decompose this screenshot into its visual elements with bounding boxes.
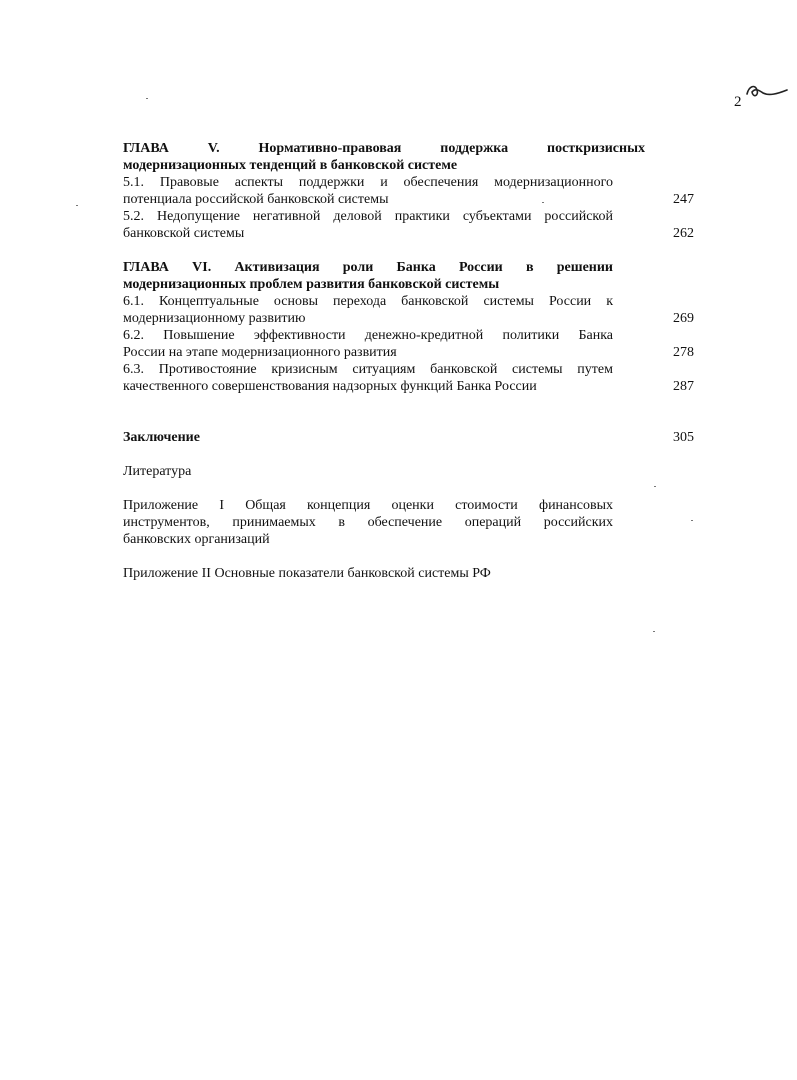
toc-entry-line2: качественного совершенствования надзорных функций Банка России [123,379,537,394]
chapter-vi-heading-line1: ГЛАВА VI. Активизация роли Банка России в решении [123,260,613,275]
toc-entry-line2: России на этапе модернизационного развития [123,345,397,360]
toc-entry-line2: модернизационному развитию [123,311,306,326]
toc-entry-conclusion [123,429,698,446]
appendix-2-label: Приложение II Основные показатели банковской системы РФ [123,566,491,581]
page-number: 2 [734,94,742,110]
toc-entry-page: 262 [673,226,694,241]
scan-speck [76,205,78,206]
appendix-1-line3: банковских организаций [123,532,270,547]
scan-speck [691,520,693,521]
toc-entry-6-1 [123,293,698,327]
toc-entry-line1: 6.3. Противостояние кризисным ситуациям банковской системы путем [123,362,613,377]
toc-entry-appendix-2 [123,565,698,582]
toc-entry-line2: банковской системы [123,226,245,241]
scan-speck [654,486,656,487]
toc-entry-6-2 [123,327,698,361]
toc-entry-page: 269 [673,311,694,326]
appendix-1-line1: Приложение I Общая концепция оценки стоимости финансовых [123,498,613,513]
toc-entry-line1: 6.1. Концептуальные основы перехода банковской системы России к [123,294,613,309]
table-of-contents [123,140,698,582]
literature-label: Литература [123,464,192,479]
appendix-1-line2: инструментов, принимаемых в обеспечение операций российских [123,515,613,530]
handwritten-signature [745,80,789,106]
toc-entry-line2: потенциала российской банковской системы [123,192,389,207]
toc-entry-6-3 [123,361,698,395]
chapter-vi-heading-line2: модернизационных проблем развития банковской системы [123,277,500,292]
scan-speck [542,202,544,203]
toc-entry-page: 305 [673,430,694,445]
scan-speck [653,631,655,632]
toc-entry-page: 287 [673,379,694,394]
conclusion-label: Заключение [123,430,200,445]
toc-entry-line1: 5.2. Недопущение негативной деловой практики субъектами российской [123,209,613,224]
chapter-v-heading-line2: модернизационных тенденций в банковской системе [123,158,458,173]
chapter-vi-heading [123,259,698,293]
scan-speck [146,98,148,99]
chapter-v-heading [123,140,698,174]
toc-entry-literature [123,463,698,480]
toc-entry-5-1 [123,174,698,208]
toc-entry-line1: 5.1. Правовые аспекты поддержки и обеспечения модернизационного [123,175,613,190]
toc-entry-page: 278 [673,345,694,360]
toc-entry-5-2 [123,208,698,242]
toc-entry-line1: 6.2. Повышение эффективности денежно-кредитной политики Банка [123,328,613,343]
toc-entry-appendix-1 [123,497,698,548]
chapter-v-heading-line1: ГЛАВА V. Нормативно-правовая поддержка посткризисных [123,141,645,156]
toc-entry-page: 247 [673,192,694,207]
